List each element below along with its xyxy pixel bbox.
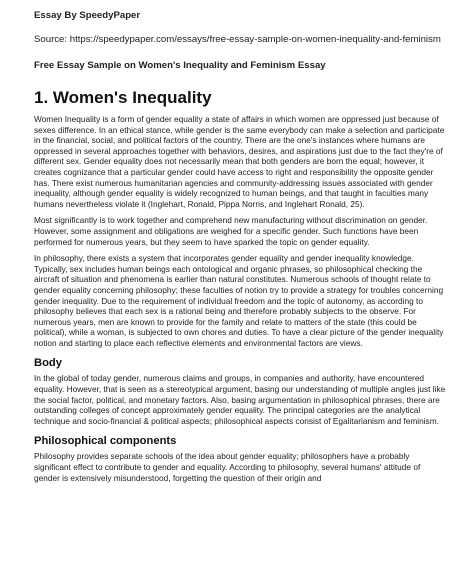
paragraph: Most significantly is to work together and comprehend new manufacturing without discrimination on gender. However, some assignment and obligations are weighed for a specific gender. Such functions have been performed for numerous years, but they seem to have sparked the topic on gender equality.: [34, 215, 428, 247]
section-philosophical-components: [34, 434, 446, 483]
paragraph: Philosophy provides separate schools of the idea about gender equality; philosophers have a probably significant effect to contribute to gender and equality. According to philosophy, several humans' attitude of gender is extensively misunderstood, forgetting the question of their origin and: [34, 451, 421, 483]
paragraph: In the global of today gender, numerous claims and groups, in companies and authority, have encountered equality. However, that is seen as a stereotypical argument, basing our understanding of multiple angles just like the social factor, political, and monetary factors. Also, basing argumentation in philosophical phrases, there are outstanding colleges of concept approximately gender equality. The principal categories are the analytical technique and socio-financial & political aspects; philosophical aspects consist of Egalitarianism and feminism.: [34, 373, 446, 426]
paragraph: In philosophy, there exists a system that incorporates gender equality and gender inequality knowledge. Typically, sex includes human beings each ontological and organic phrases, so philosophical checking the aircraft of situation and phenomena is earlier than natural constitutes. Numerous schools of thought relate to gender equality concerning philosophy; these faculties of notion try to provide a strategy for troubles concerning gender inequality. Due to the requirement of individual freedom and the topic of autonomy, as according to philosophy believes that each sex is a rational being and therefore probably subjects to the observe. For numerous years, men are known to provide for the family and relate to matters of the state (this could be political), while a woman, is subjected to own chores and duties. To have a clear picture of the gender inequality notion and starting to place each reflective elements and environmental factors are views.: [34, 253, 444, 348]
section-womens-inequality: [34, 88, 446, 348]
section-heading-womens-inequality: 1. Women's Inequality: [34, 88, 212, 107]
section-heading-body: Body: [34, 357, 62, 370]
source-line: Source: https://speedypaper.com/essays/free-essay-sample-on-women-inequality-and-feminism: [34, 34, 441, 45]
section-heading-philosophical-components: Philosophical components: [34, 435, 177, 448]
brand-line: Essay By SpeedyPaper: [34, 10, 141, 21]
document-title: Free Essay Sample on Women's Inequality and Feminism Essay: [34, 60, 326, 71]
section-body: [34, 356, 446, 426]
paragraph: Women Inequality is a form of gender equality a state of affairs in which women are oppressed just because of sexes difference. In an ethical stance, while gender is the same everybody can make a selection and participate in the financial, social, and political factors of the country. There are the one's instances where humans are oppressed in several approaches together with behaviors, desires, and aspirations just due to the fact they're of different sex. Gender equality does not necessarily mean that both genders are born the equal; however, it creates cognizance that a particular gender could have access to right and responsibility the opposite gender has. There exist numerous humanitarian agencies and community-addressing issues associated with gender inequality, although gender equality is widely recognized to human beings, and that taught in faculties many humans nevertheless violate it (Inglehart, Ronald, Pippa Norris, and Inglehart Ronald, 25).: [34, 114, 445, 209]
